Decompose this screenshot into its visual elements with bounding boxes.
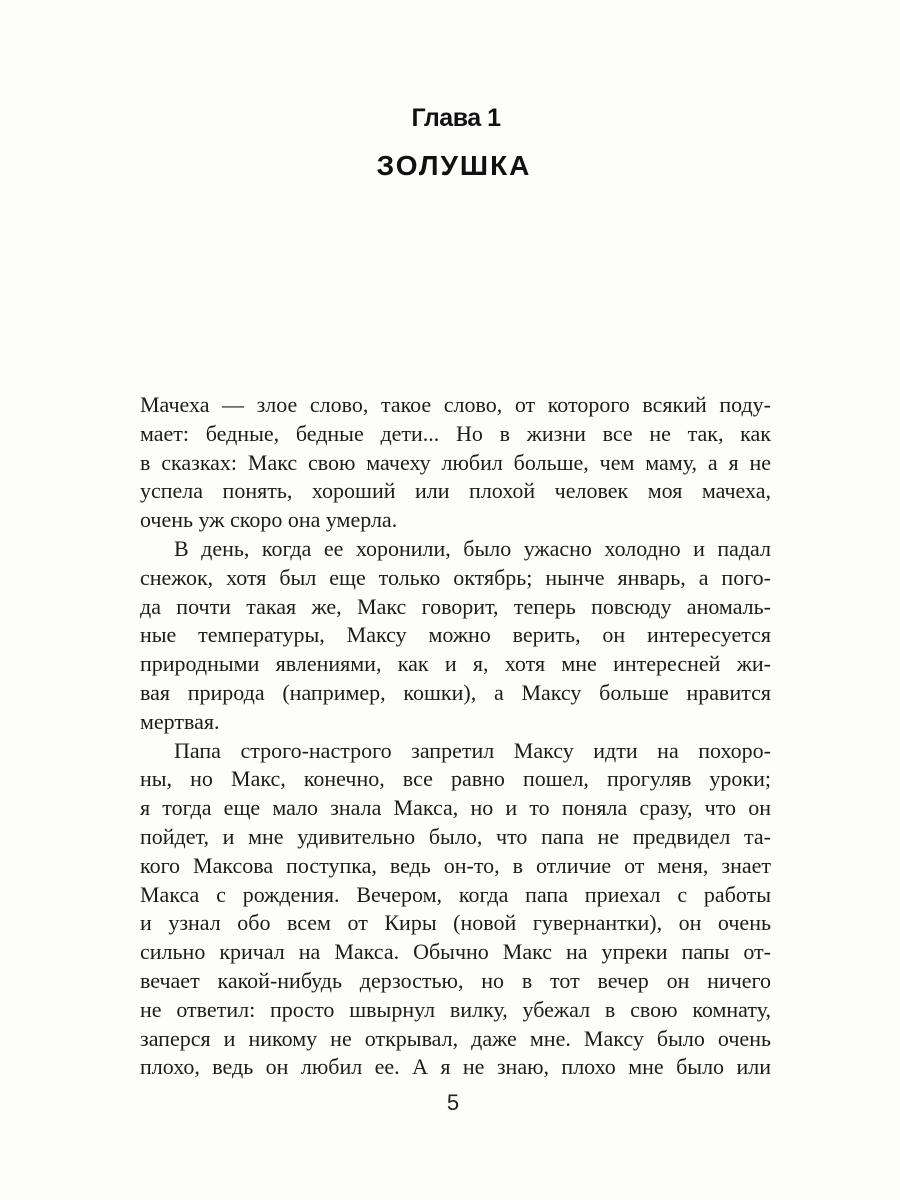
text-line: очень уж скоро она умерла. [140, 507, 398, 533]
text-line: кого Максова поступка, ведь он-то, в отличие от меня, знает [140, 852, 771, 878]
text-line: В день, когда ее хоронили, было ужасно холодно и падал [174, 535, 771, 561]
body-text [140, 391, 771, 1082]
text-line: ны, но Макс, конечно, все равно пошел, прогуляв уроки; [140, 766, 771, 792]
text-line: заперся и никому не открывал, даже мне. Максу было очень [140, 1025, 771, 1051]
text-line: Папа строго-настрого запретил Максу идти на похоро- [174, 737, 771, 763]
text-line: пойдет, и мне удивительно было, что папа не предвидел та- [140, 823, 771, 849]
text-line: ные температуры, Максу можно верить, он интересуется [140, 622, 771, 648]
text-line: вечает какой-нибудь дерзостью, но в тот вечер он ничего [140, 967, 771, 993]
text-line: мертвая. [140, 708, 220, 734]
chapter-title: ЗОЛУШКА [376, 150, 532, 181]
text-line: успела понять, хороший или плохой человек моя мачеха, [140, 478, 771, 504]
paragraph [140, 535, 771, 737]
paragraph [140, 391, 771, 535]
page-number: 5 [446, 1090, 460, 1115]
text-line: мает: бедные, бедные дети... Но в жизни все не так, как [140, 420, 771, 446]
text-line: и узнал обо всем от Киры (новой гувернантки), он очень [140, 910, 771, 936]
text-line: вая природа (например, кошки), а Максу больше нравится [140, 679, 771, 705]
text-line: снежок, хотя был еще только октябрь; нынче январь, а пого- [140, 564, 771, 590]
text-line: Макса с рождения. Вечером, когда папа приехал с работы [140, 881, 771, 907]
text-line: да почти такая же, Макс говорит, теперь повсюду аномаль- [140, 593, 771, 619]
text-line: я тогда еще мало знала Макса, но и то поняла сразу, что он [140, 795, 771, 821]
paragraph [140, 737, 771, 1083]
chapter-label: Глава 1 [411, 104, 501, 132]
text-line: не ответил: просто швырнул вилку, убежал в свою комнату, [140, 996, 771, 1022]
text-line: Мачеха — злое слово, такое слово, от которого всякий поду- [140, 392, 771, 417]
text-line: сильно кричал на Макса. Обычно Макс на упреки папы от- [140, 939, 771, 965]
text-line: плохо, ведь он любил ее. А я не знаю, плохо мне было или [140, 1054, 771, 1080]
text-line: в сказках: Макс свою мачеху любил больше, чем маму, а я не [140, 449, 771, 475]
text-line: природными явлениями, как и я, хотя мне интересней жи- [140, 651, 771, 677]
